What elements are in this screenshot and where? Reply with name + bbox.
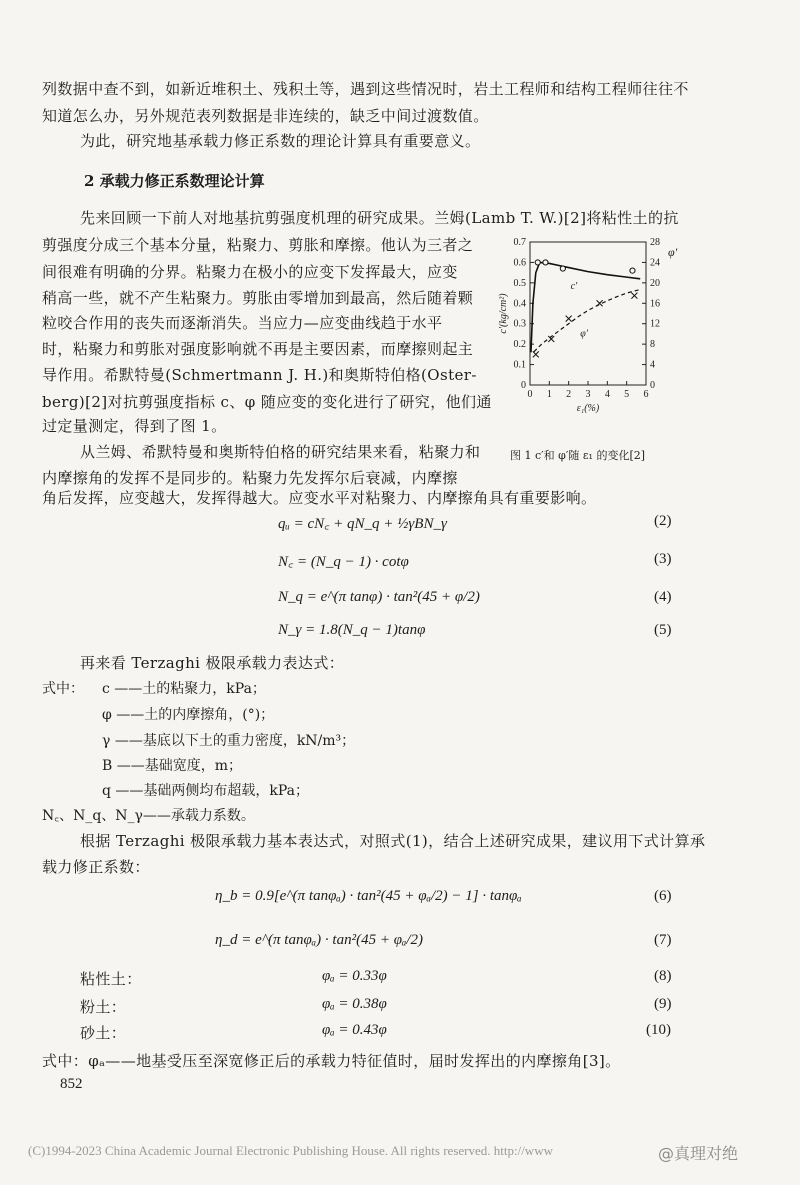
marker-phi-point	[631, 293, 637, 299]
para3-line-6: 时，粘聚力和剪胀对强度影响就不再是主要因素，而摩擦则起主	[42, 340, 474, 358]
page-number: 852	[60, 1076, 83, 1092]
para3-line-10: 从兰姆、希默特曼和奥斯特伯格的研究结果来看，粘聚力和	[80, 443, 481, 461]
equation-7: η_d = e^(π tanφₐ) · tan²(45 + φₐ/2)	[215, 932, 424, 948]
equation-3: N꜀ = (N_q − 1) · cotφ	[278, 554, 409, 570]
equation-7-number: (7)	[654, 932, 672, 948]
x-axis-label: ε₁(%)	[576, 403, 600, 414]
y-tick-label: 0	[521, 380, 526, 391]
defs-prefix: 式中：	[42, 681, 84, 697]
def-phi: φ ——土的内摩擦角，(°)；	[102, 707, 275, 723]
y2-tick-label: 28	[650, 237, 660, 248]
def-n: N꜀、N_q、N_γ——承载力系数。	[42, 808, 255, 824]
para3-line-9: 过定量测定，得到了图 1。	[42, 417, 227, 435]
x-tick-label: 5	[624, 389, 630, 400]
figure-1-caption: 图 1 c′和 φ′随 ε₁ 的变化[2]	[510, 449, 646, 462]
para2: 为此，研究地基承载力修正系数的理论计算具有重要意义。	[80, 132, 481, 150]
soil-eq-sand: φₐ = 0.43φ	[322, 1022, 387, 1038]
para3-line-3: 间很难有明确的分界。粘聚力在极小的应变下发挥最大，应变	[42, 263, 458, 281]
equation-4-number: (4)	[654, 589, 672, 605]
soil-label-silt: 粉土：	[80, 998, 127, 1016]
para3-line1: 先来回顾一下前人对地基抗剪强度机理的研究成果。兰姆(Lamb T. W.)[2]将粘性土的抗	[80, 209, 679, 227]
final-definition: 式中：φₐ——地基受压至深宽修正后的承载力特征值时，届时发挥出的内摩擦角[3]。	[42, 1052, 621, 1070]
y-tick-label: 0.3	[513, 318, 526, 330]
para3-line-2: 剪强度分成三个基本分量，粘聚力、剪胀和摩擦。他认为三者之	[42, 236, 474, 254]
y-tick-label: 0.6	[513, 257, 526, 269]
series-phi-label: φ′	[580, 328, 589, 340]
y-tick-label: 0.4	[513, 298, 526, 310]
x-tick-label: 6	[643, 389, 649, 400]
equation-6: η_b = 0.9[e^(π tanφₐ) · tan²(45 + φₐ/2) − 1] · tanφₐ	[215, 888, 522, 904]
y2-tick-label: 16	[650, 298, 660, 310]
marker-phi-point	[566, 316, 572, 322]
watermark: @真理对绝	[658, 1144, 739, 1163]
equation-4: N_q = e^(π tanφ) · tan²(45 + φ/2)	[278, 589, 480, 605]
para3-line-7: 导作用。希默特曼(Schmertmann J. H.)和奥斯特伯格(Oster-	[42, 366, 477, 384]
y2-tick-label: 20	[650, 277, 660, 289]
y-tick-label: 0.2	[513, 339, 526, 351]
equation-2: qᵤ = cN꜀ + qN_q + ½γBN_γ	[278, 516, 447, 532]
equation-5-number: (5)	[654, 622, 672, 638]
terzaghi-intro: 再来看 Terzaghi 极限承载力表达式：	[80, 654, 345, 672]
figure-1	[498, 230, 678, 420]
y-tick-label: 0.7	[513, 237, 526, 248]
para5-line2: 载力修正系数：	[42, 858, 150, 876]
soil-eq-clay: φₐ = 0.33φ	[322, 968, 387, 984]
y-tick-label: 0.5	[513, 277, 526, 289]
para1-line2: 知道怎么办，另外规范表列数据是非连续的，缺乏中间过渡数值。	[42, 107, 489, 125]
equation-2-number: (2)	[654, 513, 672, 529]
y-tick-label: 0.1	[513, 359, 526, 371]
marker-phi-point	[533, 351, 539, 357]
soil-eq-silt: φₐ = 0.38φ	[322, 996, 387, 1012]
equation-3-number: (3)	[654, 551, 672, 567]
series-phi-line	[534, 289, 640, 351]
x-tick-label: 2	[566, 389, 572, 400]
x-tick-label: 4	[604, 389, 610, 400]
para1-line1: 列数据中查不到，如新近堆积土、残积土等，遇到这些情况时，岩土工程师和结构工程师往往不	[42, 80, 689, 98]
x-tick-label: 0	[527, 389, 533, 400]
soil-label-sand: 砂土：	[80, 1024, 127, 1042]
soil-eq-silt-number: (9)	[654, 996, 672, 1012]
def-b: B ——基础宽度，m；	[102, 758, 243, 774]
para3-line-8: berg)[2]对抗剪强度指标 c、φ 随应变的变化进行了研究，他们通	[42, 393, 492, 411]
def-c: c ——土的粘聚力，kPa；	[102, 681, 266, 697]
marker-c-point	[630, 268, 635, 273]
marker-phi-point	[597, 300, 603, 306]
y2-axis-label: φ′	[668, 245, 678, 259]
para3-line-5: 粒咬合作用的丧失而逐渐消失。当应力—应变曲线趋于水平	[42, 314, 443, 332]
y2-tick-label: 4	[650, 359, 655, 371]
copyright-footer: (C)1994-2023 China Academic Journal Electronic Publishing House. All rights reserved. http://www	[28, 1143, 553, 1158]
marker-c-point	[543, 260, 548, 265]
marker-c-point	[560, 266, 565, 271]
y2-tick-label: 8	[650, 339, 655, 351]
def-q: q ——基础两侧均布超载，kPa；	[102, 783, 310, 799]
equation-5: N_γ = 1.8(N_q − 1)tanφ	[278, 622, 426, 638]
equation-6-number: (6)	[654, 888, 672, 904]
x-tick-label: 1	[546, 389, 552, 400]
soil-eq-clay-number: (8)	[654, 968, 672, 984]
y2-tick-label: 12	[650, 318, 660, 330]
def-gamma: γ ——基底以下土的重力密度，kN/m³；	[102, 733, 356, 749]
figure-1-chart	[498, 230, 678, 420]
soil-label-clay: 粘性土：	[80, 970, 142, 988]
para4-last-line: 角后发挥，应变越大，发挥得越大。应变水平对粘聚力、内摩擦角具有重要影响。	[42, 489, 597, 507]
y2-tick-label: 0	[650, 380, 655, 391]
section-heading: 2 承载力修正系数理论计算	[84, 172, 265, 190]
soil-eq-sand-number: (10)	[646, 1022, 671, 1038]
series-c-label: c′	[570, 280, 578, 292]
para5-line1: 根据 Terzaghi 极限承载力基本表达式，对照式(1)，结合上述研究成果，建议用下式计算承	[80, 832, 706, 850]
para3-line-4: 稍高一些，就不产生粘聚力。剪胀由零增加到最高，然后随着颗	[42, 289, 474, 307]
marker-c-point	[535, 260, 540, 265]
y-axis-label: c′(kg/cm²)	[498, 293, 509, 334]
x-tick-label: 3	[585, 389, 591, 400]
para3-line-11: 内摩擦角的发挥不是同步的。粘聚力先发挥尔后衰减，内摩擦	[42, 469, 458, 487]
y2-tick-label: 24	[650, 257, 660, 269]
